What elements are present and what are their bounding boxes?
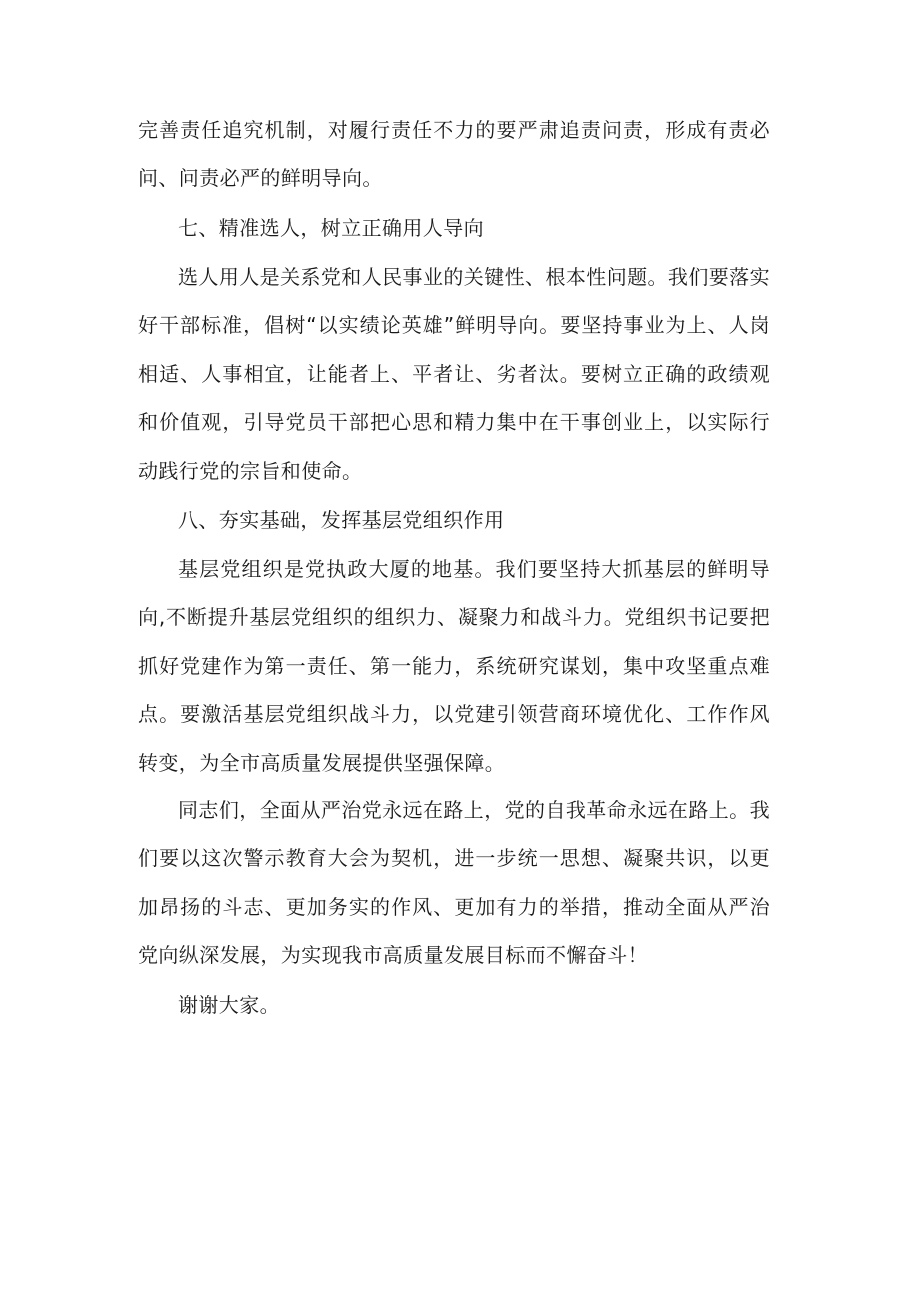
paragraph-grassroots-organization: 基层党组织是党执政大厦的地基。我们要坚持大抓基层的鲜明导向,不断提升基层党组织的组织力、凝聚力和战斗力。党组织书记要把抓好党建作为第一责任、第一能力，系统研究谋划，集中攻坚重点难点。要激活基层党组织战斗力，以党建引领营商环境优化、工作作风转变，为全市高质量发展提供坚强保障。 [138,557,770,775]
section-heading-seven: 七、精准选人，树立正确用人导向 [178,216,484,240]
paragraph-accountability: 完善责任追究机制，对履行责任不力的要严肃追责问责，形成有责必问、问责必严的鲜明导向。 [138,118,770,191]
paragraph-personnel-selection: 选人用人是关系党和人民事业的关键性、根本性问题。我们要落实好干部标准，倡树“以实绩论英雄”鲜明导向。要坚持事业为上、人岗相适、人事相宜，让能者上、平者让、劣者汰。要树立正确的政绩观和价值观，引导党员干部把心思和精力集中在干事创业上，以实际行动践行党的宗旨和使命。 [138,265,770,483]
paragraph-thanks: 谢谢大家。 [178,993,280,1017]
paragraph-closing-remarks: 同志们，全面从严治党永远在路上，党的自我革命永远在路上。我们要以这次警示教育大会为契机，进一步统一思想、凝聚共识，以更加昂扬的斗志、更加务实的作风、更加有力的举措，推动全面从严治党向纵深发展，为实现我市高质量发展目标而不懈奋斗！ [138,798,770,968]
section-heading-eight: 八、夯实基础，发挥基层党组织作用 [178,508,505,532]
